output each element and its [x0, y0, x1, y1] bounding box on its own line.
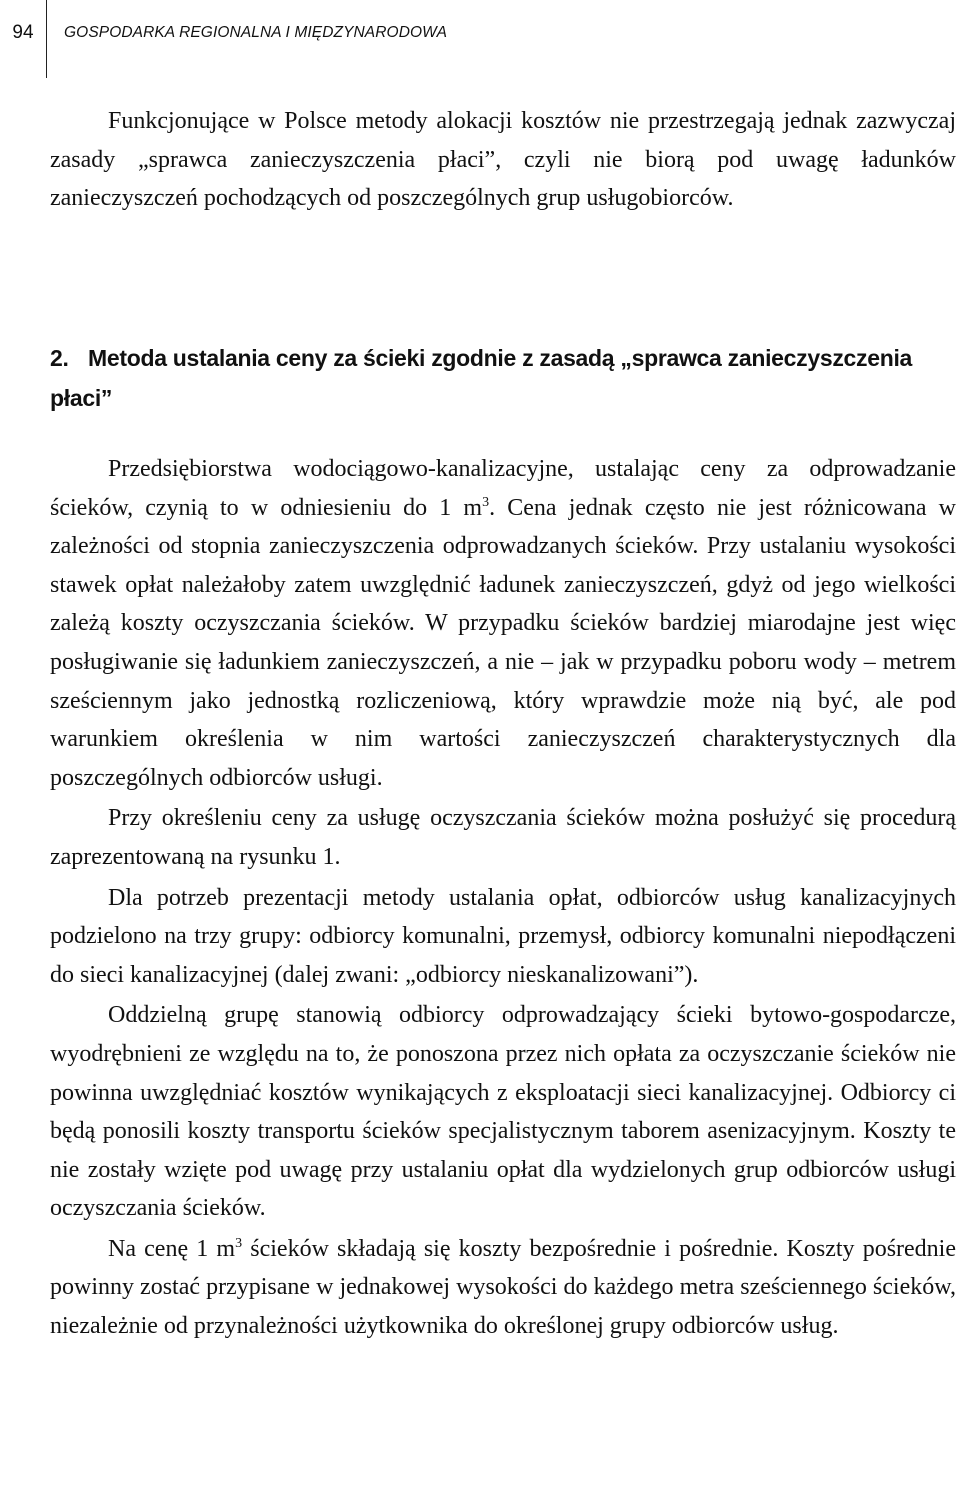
- paragraph-1-text-a: Przedsiębiorstwa wodociągowo-kanalizacyjne, ustalając ceny za odprowadzanie ścieków, czynią to w odniesieniu do 1 m: [50, 456, 956, 521]
- page-number: 94: [12, 22, 34, 43]
- paragraph-4: Oddzielną grupę stanowią odbiorcy odprowadzający ścieki bytowo-gospodarcze, wyodrębnieni ze względu na to, że ponoszona przez nich opłata za oczyszczanie ścieków nie powinna uwzględniać kosztów wynikających z eksploatacji sieci kanalizacyjnej. Odbiorcy ci będą ponosili koszty transportu ścieków specjalistycznym taborem asenizacyjnym. Koszty te nie zostały wzięte pod uwagę przy ustalaniu opłat dla wydzielonych grup odbiorców usługi oczyszczania ścieków.: [50, 1002, 956, 1222]
- intro-paragraph: Funkcjonujące w Polsce metody alokacji kosztów nie przestrzegają jednak zazwyczaj zasady „sprawca zanieczyszczenia płaci”, czyli nie biorą pod uwagę ładunków zanieczyszczeń pochodzących od poszczególnych grup usługobiorców.: [50, 108, 956, 212]
- paragraph-1-text-b: . Cena jednak często nie jest różnicowana w zależności od stopnia zanieczyszczenia odprowadzanych ścieków. Przy ustalaniu wysokości stawek opłat należałoby zatem uwzględnić ładunek zanieczyszczeń, gdyż od jego wielkości zależą koszty oczyszczania ścieków. W przypadku ścieków bardziej miarodajne jest więc posługiwanie się ładunkiem zanieczyszczeń, a nie – jak w przypadku poboru wody – metrem sześciennym jako jednostką rozliczeniową, który wprawdzie może nią być, ale pod warunkiem określenia w nim wartości zanieczyszczeń charakterystycznych dla poszczególnych odbiorców usługi.: [50, 494, 956, 791]
- section-body: [50, 450, 956, 1346]
- paragraph-5-text-a: Na cenę 1 m: [108, 1235, 236, 1262]
- superscript-3: 3: [482, 494, 490, 510]
- section-heading: [50, 338, 956, 418]
- running-head: GOSPODARKA REGIONALNA I MIĘDZYNARODOWA: [64, 24, 448, 41]
- intro-block: [50, 102, 956, 316]
- paragraph-2: Przy określeniu ceny za usługę oczyszczania ścieków można posłużyć się procedurą zaprezentowaną na rysunku 1.: [50, 805, 956, 870]
- page-header: [0, 0, 960, 78]
- superscript-3-b: 3: [235, 1235, 243, 1251]
- paragraph-5: [50, 1230, 956, 1346]
- paragraph-1: [50, 450, 956, 797]
- section-title: Metoda ustalania ceny za ścieki zgodnie z zasadą „sprawca zanieczyszczenia płaci”: [50, 345, 913, 411]
- section-number: 2.: [50, 345, 69, 371]
- paragraph-3: Dla potrzeb prezentacji metody ustalania opłat, odbiorców usług kanalizacyjnych podzielono na trzy grupy: odbiorcy komunalni, przemysł, odbiorcy komunalni niepodłączeni do sieci kanalizacyjnej (dalej zwani: „odbiorcy nieskanalizowani”).: [50, 884, 956, 988]
- header-divider: [46, 0, 47, 78]
- paragraph-5-text-b: ścieków składają się koszty bezpośrednie i pośrednie. Koszty pośrednie powinny zostać przypisane w jednakowej wysokości do każdego metra sześciennego ścieków, niezależnie od przynależności użytkownika do określonej grupy odbiorców usług.: [50, 1235, 956, 1340]
